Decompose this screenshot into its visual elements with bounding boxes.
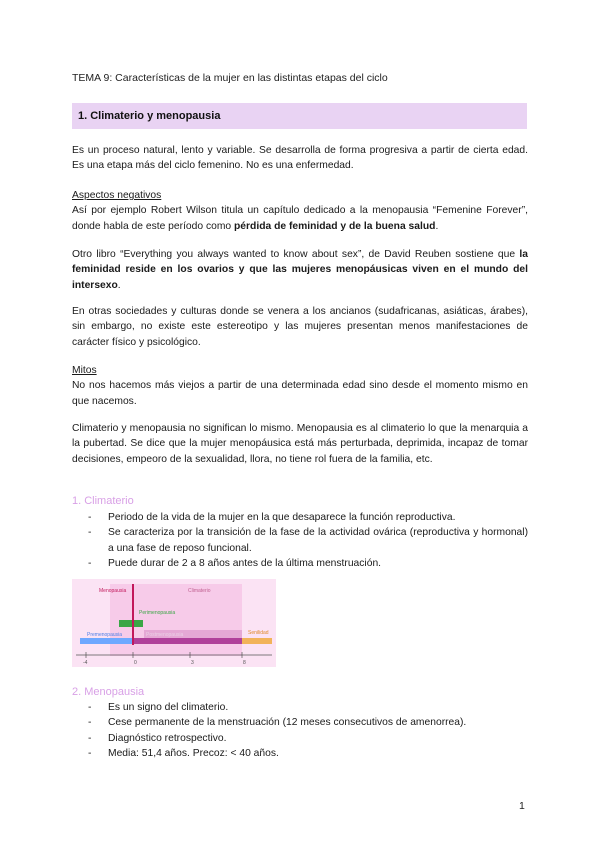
- premenopausia-bar: [80, 638, 132, 644]
- intro-paragraph: [72, 143, 528, 174]
- section-title-band: [72, 103, 527, 129]
- list-item: - Puede durar de 2 a 8 años antes de la última menstruación.: [88, 556, 528, 571]
- list-item: - Cese permanente de la menstruación (12 meses consecutivos de amenorrea).: [88, 715, 528, 730]
- intro-text: Es un proceso natural, lento y variable. Se desarrolla de forma progresiva a partir de cierta edad. Es una etapa más del ciclo femenino. No es una enfermedad.: [72, 145, 528, 172]
- aspectos-paragraph-2: Otro libro “Everything you always wanted to know about sex”, de David Reuben sostiene que la feminidad reside en los ovarios y que las mujeres menopáusicas viven en el mundo del intersexo.: [72, 249, 528, 291]
- mitos-heading: Mitos: [72, 365, 97, 376]
- tick-label: 0: [134, 660, 137, 666]
- aspectos-paragraph-3-block: [72, 304, 528, 350]
- label-climaterio: Climaterio: [188, 588, 211, 594]
- list-item: - Periodo de la vida de la mujer en la que desaparece la función reproductiva.: [88, 510, 528, 525]
- menopausia-list: [88, 700, 528, 762]
- postmenopausia-bar: [132, 638, 242, 644]
- list-item: - Es un signo del climaterio.: [88, 700, 528, 715]
- postmenopausia-band-shade: [144, 630, 242, 638]
- climaterio-timeline-diagram: [72, 579, 276, 667]
- mitos-paragraph-1: No nos hacemos más viejos a partir de una determinada edad sino desde el momento mismo en que nacemos.: [72, 380, 528, 407]
- tick-label: 8: [243, 660, 246, 666]
- aspectos-negativos-block: [72, 188, 528, 234]
- menopausia-heading: 2. Menopausia: [72, 686, 145, 698]
- aspectos-paragraph-3: En otras sociedades y culturas donde se venera a los ancianos (sudafricanas, asiáticas, árabes), sin embargo, no existe este estereotipo y las mujeres presentan menos manifestaciones de carácter físico y psicológico.: [72, 306, 528, 348]
- list-item: - Media: 51,4 años. Precoz: < 40 años.: [88, 746, 528, 761]
- label-postmenopausia: Postmenopausia: [146, 632, 184, 638]
- page-number: 1: [519, 800, 525, 812]
- mitos-block: [72, 363, 528, 409]
- label-menopausia: Menopausia: [99, 588, 127, 594]
- climaterio-heading: 1. Climaterio: [72, 495, 134, 507]
- tick-label: -4: [83, 660, 88, 666]
- tick-label: 3: [191, 660, 194, 666]
- aspectos-paragraph-2-block: [72, 247, 528, 293]
- document-header: TEMA 9: Características de la mujer en las distintas etapas del ciclo: [72, 72, 388, 84]
- section-title: 1. Climaterio y menopausia: [78, 110, 221, 122]
- mitos-paragraph-2: Climaterio y menopausia no significan lo mismo. Menopausia es al climaterio lo que la menarquia a la pubertad. Se dice que la mujer menopáusica está más perturbada, deprimida, incapaz de tomar decisiones, empeoro de la sexualidad, llora, no tiene rol fuera de la familia, etc.: [72, 423, 528, 465]
- senilidad-bar: [242, 638, 272, 644]
- climaterio-list: [88, 510, 528, 572]
- aspectos-paragraph-1: Así por ejemplo Robert Wilson titula un capítulo dedicado a la menopausia “Femenine Forever”, donde habla de este período como pérdida de feminidad y de la buena salud.: [72, 205, 528, 232]
- label-perimenopausia: Perimenopausia: [139, 610, 176, 616]
- label-premenopausia: Premenopausia: [87, 632, 123, 638]
- list-item: - Diagnóstico retrospectivo.: [88, 731, 528, 746]
- aspectos-heading: Aspectos negativos: [72, 190, 162, 201]
- mitos-paragraph-2-block: [72, 421, 528, 467]
- label-senilidad: Senilidad: [248, 630, 269, 636]
- list-item: - Se caracteriza por la transición de la fase de la actividad ovárica (reproductiva y hormonal) a una fase de reposo funcional.: [88, 525, 528, 556]
- perimenopausia-bar: [119, 620, 143, 627]
